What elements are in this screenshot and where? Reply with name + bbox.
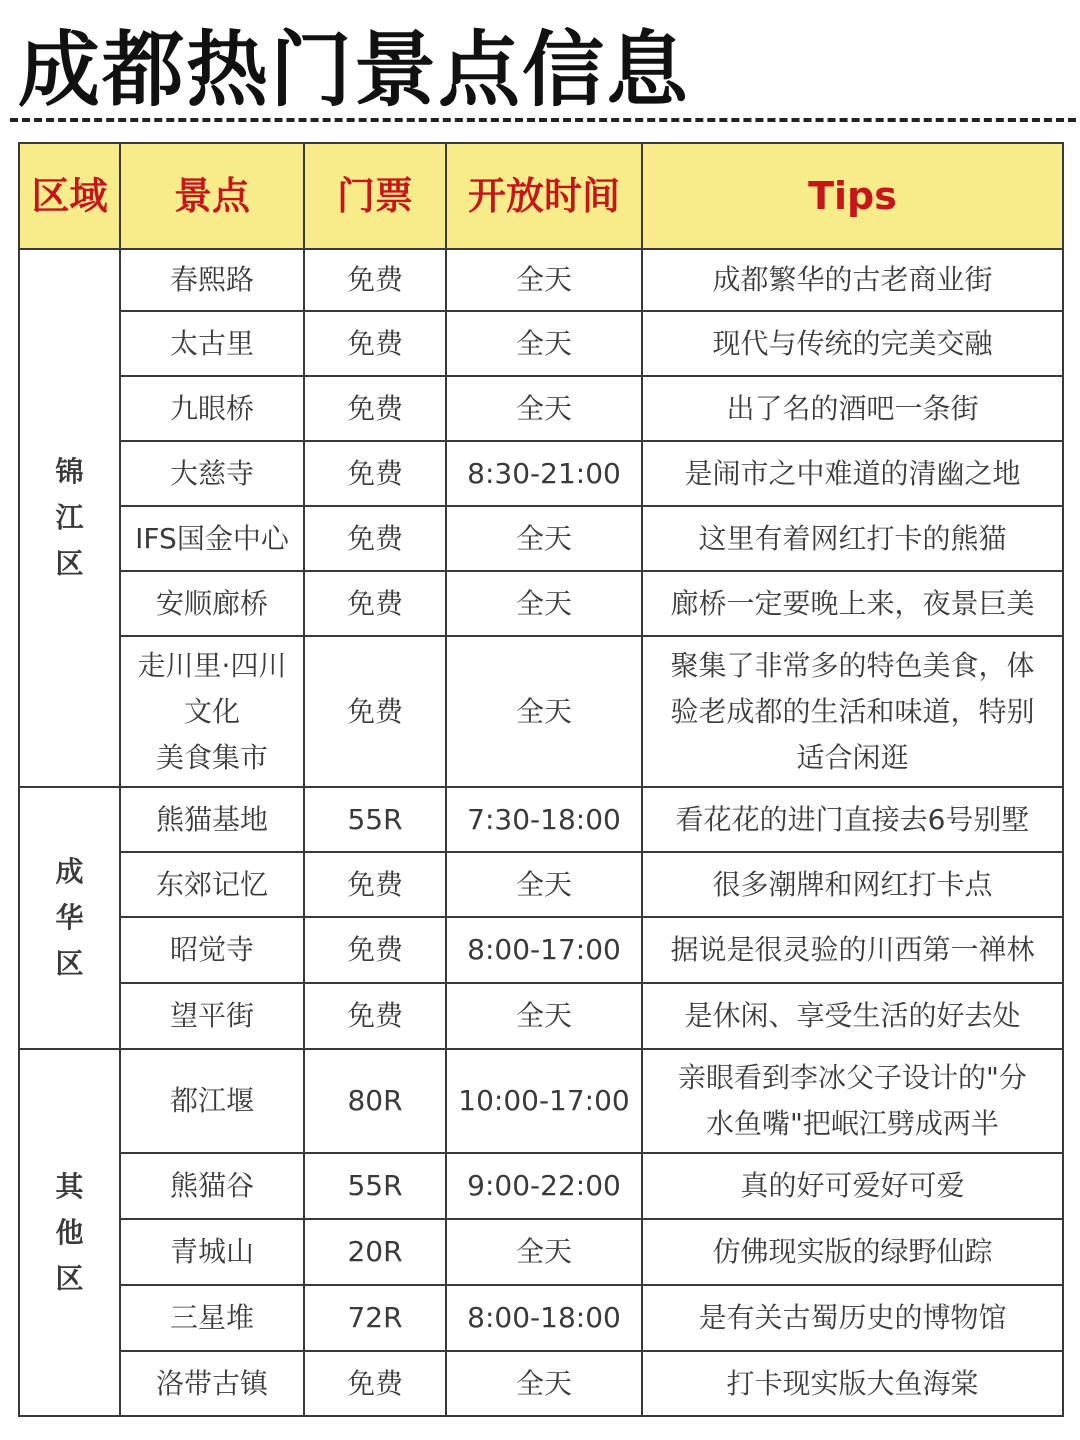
tips-cell bbox=[642, 1153, 1063, 1219]
tips-line: 打卡现实版大鱼海棠 bbox=[726, 1366, 979, 1400]
hours-cell: 全天 bbox=[446, 571, 642, 636]
title-divider bbox=[10, 118, 1076, 122]
ticket-cell: 免费 bbox=[304, 441, 446, 506]
spot-name: 熊猫谷 bbox=[169, 1169, 254, 1202]
spot-name: 青城山 bbox=[169, 1235, 254, 1268]
tips-line: 廊桥一定要晚上来，夜景巨美 bbox=[670, 586, 1035, 620]
tips-line: 现代与传统的完美交融 bbox=[712, 326, 993, 360]
ticket-cell: 80R bbox=[304, 1049, 446, 1153]
spot-name: 望平街 bbox=[169, 999, 254, 1032]
hours-cell: 7:30-18:00 bbox=[446, 787, 642, 852]
ticket-cell: 免费 bbox=[304, 506, 446, 571]
tips-line: 适合闲逛 bbox=[796, 740, 909, 774]
spot-name: 洛带古镇 bbox=[155, 1366, 268, 1400]
hours-cell: 8:30-21:00 bbox=[446, 441, 642, 506]
ticket-cell: 免费 bbox=[304, 571, 446, 636]
spot-name: 美食集市 bbox=[155, 740, 268, 774]
region-char: 区 bbox=[55, 947, 84, 980]
hours-cell: 8:00-18:00 bbox=[446, 1285, 642, 1351]
spot-cell bbox=[120, 1219, 304, 1285]
tips-cell bbox=[642, 311, 1063, 376]
hours-cell: 全天 bbox=[446, 636, 642, 787]
hours-cell: 10:00-17:00 bbox=[446, 1049, 642, 1153]
tips-line: 验老成都的生活和味道，特别 bbox=[670, 694, 1035, 728]
spot-name: 春熙路 bbox=[169, 263, 254, 296]
spot-cell bbox=[120, 571, 304, 636]
ticket-cell: 20R bbox=[304, 1219, 446, 1285]
spot-cell bbox=[120, 852, 304, 917]
spot-cell bbox=[120, 917, 304, 983]
table-header-row bbox=[19, 143, 1063, 249]
ticket-cell: 免费 bbox=[304, 917, 446, 983]
region-char: 区 bbox=[55, 547, 84, 580]
spot-name: 东郊记忆 bbox=[155, 867, 268, 901]
spot-name: 都江堰 bbox=[169, 1084, 254, 1117]
ticket-cell: 免费 bbox=[304, 636, 446, 787]
spot-cell bbox=[120, 1049, 304, 1153]
attractions-table bbox=[18, 142, 1064, 1417]
header-spot: 景点 bbox=[120, 143, 304, 249]
region-char: 他 bbox=[55, 1215, 84, 1249]
hours-cell: 全天 bbox=[446, 1219, 642, 1285]
spot-cell bbox=[120, 1285, 304, 1351]
tips-cell bbox=[642, 636, 1063, 787]
tips-line: 成都繁华的古老商业街 bbox=[712, 263, 993, 296]
table-row bbox=[19, 1351, 1063, 1416]
tips-cell bbox=[642, 983, 1063, 1049]
table-row bbox=[19, 1153, 1063, 1219]
tips-cell bbox=[642, 917, 1063, 983]
hours-cell: 全天 bbox=[446, 852, 642, 917]
spot-name: 文化 bbox=[183, 694, 240, 728]
header-region: 区域 bbox=[19, 143, 120, 249]
spot-cell bbox=[120, 1153, 304, 1219]
table-row bbox=[19, 636, 1063, 787]
tips-cell bbox=[642, 1351, 1063, 1416]
tips-cell bbox=[642, 1219, 1063, 1285]
tips-cell bbox=[642, 376, 1063, 441]
region-char: 江 bbox=[55, 501, 84, 534]
tips-line: 是有关古蜀历史的博物馆 bbox=[698, 1301, 1007, 1334]
spot-cell bbox=[120, 983, 304, 1049]
tips-cell bbox=[642, 249, 1063, 311]
table-row bbox=[19, 571, 1063, 636]
table-row bbox=[19, 249, 1063, 311]
tips-line: 聚集了非常多的特色美食，体 bbox=[670, 648, 1035, 682]
table-row bbox=[19, 787, 1063, 852]
tips-line: 看花花的进门直接去6号别墅 bbox=[675, 802, 1030, 836]
spot-cell bbox=[120, 1351, 304, 1416]
region-cell bbox=[19, 1049, 120, 1416]
region-char: 其 bbox=[55, 1169, 84, 1203]
spot-cell bbox=[120, 311, 304, 376]
spot-name: 太古里 bbox=[169, 326, 254, 360]
tips-cell bbox=[642, 571, 1063, 636]
hours-cell: 全天 bbox=[446, 1351, 642, 1416]
tips-line: 仿佛现实版的绿野仙踪 bbox=[712, 1235, 993, 1268]
tips-line: 是闹市之中难道的清幽之地 bbox=[684, 456, 1021, 490]
ticket-cell: 72R bbox=[304, 1285, 446, 1351]
spot-cell bbox=[120, 249, 304, 311]
tips-line: 真的好可爱好可爱 bbox=[740, 1169, 965, 1202]
ticket-cell: 免费 bbox=[304, 1351, 446, 1416]
spot-name: IFS国金中心 bbox=[135, 521, 289, 555]
hours-cell: 8:00-17:00 bbox=[446, 917, 642, 983]
tips-line: 这里有着网红打卡的熊猫 bbox=[698, 521, 1007, 555]
table-row bbox=[19, 917, 1063, 983]
region-char: 区 bbox=[55, 1261, 84, 1295]
table-row bbox=[19, 1049, 1063, 1153]
hours-cell: 全天 bbox=[446, 983, 642, 1049]
tips-line: 亲眼看到李冰父子设计的"分 bbox=[678, 1061, 1027, 1094]
ticket-cell: 免费 bbox=[304, 376, 446, 441]
ticket-cell: 免费 bbox=[304, 311, 446, 376]
spot-name: 九眼桥 bbox=[169, 391, 254, 425]
spot-name: 熊猫基地 bbox=[155, 802, 268, 836]
tips-line: 水鱼嘴"把岷江劈成两半 bbox=[706, 1107, 999, 1140]
region-cell bbox=[19, 787, 120, 1049]
tips-line: 据说是很灵验的川西第一禅林 bbox=[670, 933, 1035, 966]
hours-cell: 全天 bbox=[446, 376, 642, 441]
spot-name: 三星堆 bbox=[169, 1301, 254, 1334]
tips-cell bbox=[642, 441, 1063, 506]
spot-name: 安顺廊桥 bbox=[155, 586, 268, 620]
region-char: 华 bbox=[55, 901, 84, 934]
spot-cell bbox=[120, 787, 304, 852]
tips-cell bbox=[642, 852, 1063, 917]
table-row bbox=[19, 1219, 1063, 1285]
table-row bbox=[19, 983, 1063, 1049]
page-title: 成都热门景点信息 bbox=[18, 23, 691, 118]
region-cell bbox=[19, 249, 120, 787]
spot-name: 大慈寺 bbox=[169, 456, 254, 490]
table-row bbox=[19, 311, 1063, 376]
tips-cell bbox=[642, 1285, 1063, 1351]
spot-cell bbox=[120, 636, 304, 787]
ticket-cell: 55R bbox=[304, 1153, 446, 1219]
header-hours: 开放时间 bbox=[446, 143, 642, 249]
spot-cell bbox=[120, 441, 304, 506]
tips-cell bbox=[642, 1049, 1063, 1153]
region-char: 锦 bbox=[55, 455, 84, 488]
hours-cell: 全天 bbox=[446, 506, 642, 571]
spot-name: 昭觉寺 bbox=[169, 933, 254, 966]
spot-cell bbox=[120, 506, 304, 571]
tips-cell bbox=[642, 787, 1063, 852]
hours-cell: 全天 bbox=[446, 249, 642, 311]
table-row bbox=[19, 852, 1063, 917]
spot-cell bbox=[120, 376, 304, 441]
hours-cell: 全天 bbox=[446, 311, 642, 376]
header-tips: Tips bbox=[642, 143, 1063, 249]
table-row bbox=[19, 1285, 1063, 1351]
ticket-cell: 免费 bbox=[304, 852, 446, 917]
tips-line: 出了名的酒吧一条街 bbox=[726, 391, 979, 425]
hours-cell: 9:00-22:00 bbox=[446, 1153, 642, 1219]
tips-cell bbox=[642, 506, 1063, 571]
tips-line: 很多潮牌和网红打卡点 bbox=[712, 867, 993, 901]
ticket-cell: 免费 bbox=[304, 983, 446, 1049]
spot-name: 走川里·四川 bbox=[137, 648, 287, 682]
table-body bbox=[19, 249, 1063, 1416]
table-row bbox=[19, 506, 1063, 571]
tips-line: 是休闲、享受生活的好去处 bbox=[684, 999, 1021, 1032]
region-char: 成 bbox=[55, 855, 84, 888]
table-row bbox=[19, 376, 1063, 441]
ticket-cell: 55R bbox=[304, 787, 446, 852]
table-row bbox=[19, 441, 1063, 506]
ticket-cell: 免费 bbox=[304, 249, 446, 311]
header-ticket: 门票 bbox=[304, 143, 446, 249]
